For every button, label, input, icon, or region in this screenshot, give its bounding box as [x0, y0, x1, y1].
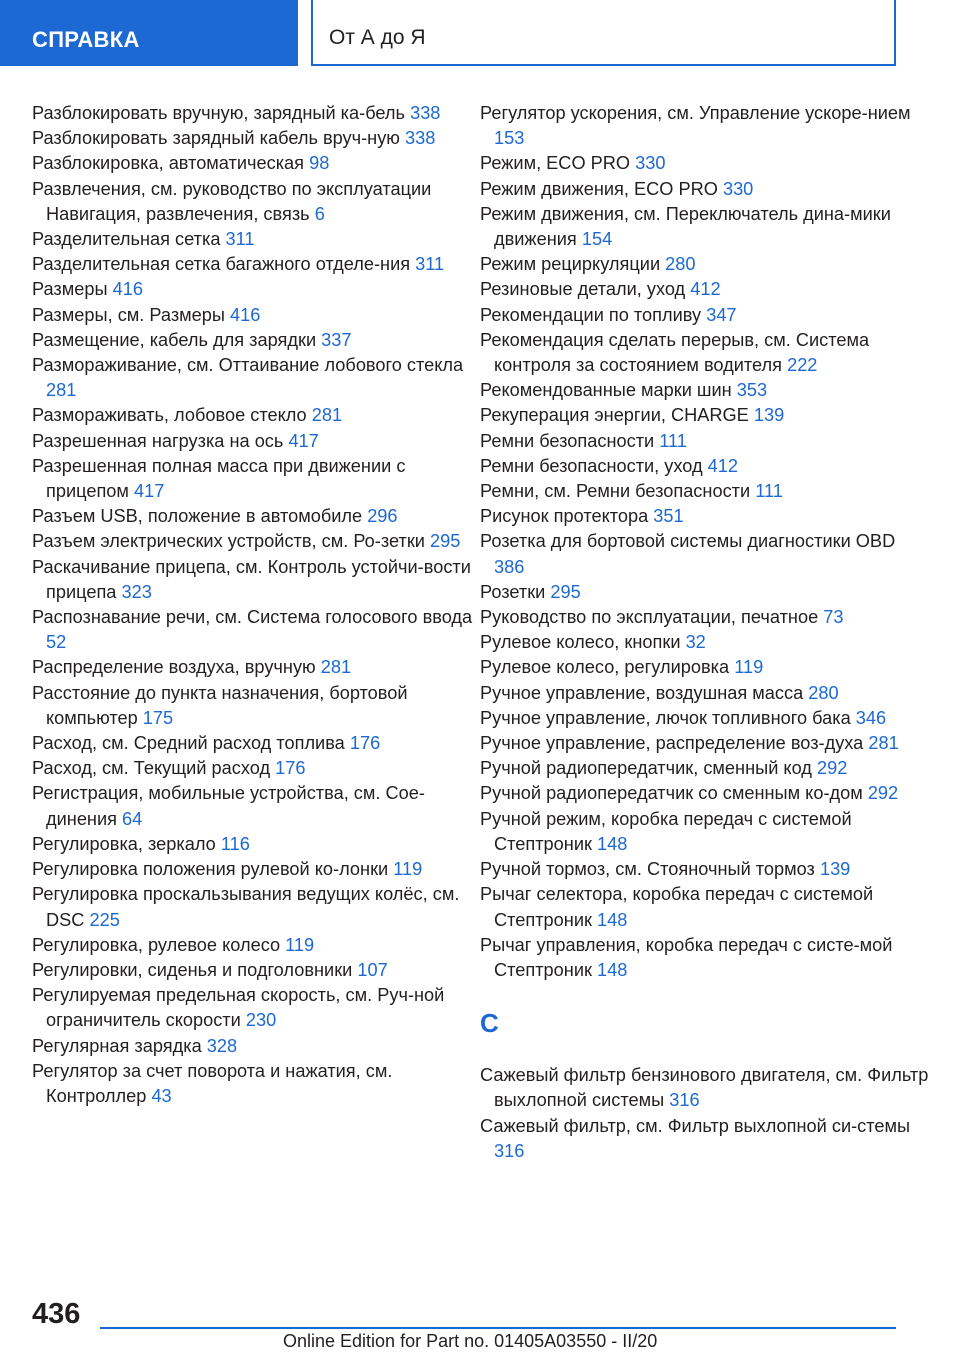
index-entry: [32, 454, 482, 504]
page-link[interactable]: 148: [597, 833, 628, 854]
page-link[interactable]: 98: [309, 153, 330, 174]
page-link[interactable]: 280: [665, 254, 696, 275]
index-entry-text: Размеры: [32, 279, 108, 300]
index-entry: [480, 504, 930, 529]
page-link[interactable]: 111: [659, 430, 687, 451]
index-entry: [32, 756, 482, 781]
index-entry: [480, 807, 930, 857]
page-link[interactable]: 351: [653, 506, 684, 527]
page-link[interactable]: 353: [736, 380, 768, 401]
index-entry: [32, 151, 482, 176]
index-entry: [32, 832, 482, 857]
page-link[interactable]: 416: [230, 304, 261, 325]
index-entry-text: Регулировка проскальзывания ведущих колёс, см. DSC: [32, 884, 460, 930]
index-entry-text: Режим движения, см. Переключатель дина-мики движения: [480, 203, 891, 250]
index-entry-text: Разделительная сетка: [32, 229, 221, 250]
header: [0, 0, 960, 66]
index-entry-text: Регистрация, мобильные устройства, см. Сое-динения: [32, 783, 425, 829]
index-entry-text: Сажевый фильтр бензинового двигателя, см. Фильтр выхлопной системы: [480, 1065, 929, 1111]
index-entry-text: Рулевое колесо, регулировка: [480, 657, 730, 678]
index-entry-text: Ручное управление, воздушная масса: [480, 682, 804, 703]
page-link[interactable]: 222: [787, 355, 818, 376]
page-link[interactable]: 148: [597, 909, 628, 930]
index-entry-text: Регулятор ускорения, см. Управление ускоре-нием: [480, 103, 911, 123]
page-link[interactable]: 6: [314, 203, 325, 224]
index-entry-text: Размещение, кабель для зарядки: [32, 329, 317, 350]
page-link[interactable]: 417: [288, 430, 319, 451]
index-entry-text: Ручной тормоз, см. Стояночный тормоз: [480, 859, 815, 880]
index-entry: [32, 328, 482, 353]
page-link[interactable]: 281: [46, 380, 77, 401]
page-link[interactable]: 73: [823, 607, 844, 628]
index-entry-text: Разблокировать зарядный кабель вруч-ную: [32, 128, 400, 149]
index-entry-text: Режим рециркуляции: [480, 254, 661, 275]
index-entry-text: Расстояние до пункта назначения, бортовой компьютер: [32, 682, 408, 728]
index-entry: [32, 1034, 482, 1059]
page-link[interactable]: 111: [755, 481, 783, 502]
index-entry-text: Ручное управление, лючок топливного бака: [480, 707, 851, 728]
index-entry: [480, 479, 930, 504]
index-entry-text: Регулятор за счет поворота и нажатия, см. Контроллер: [32, 1060, 393, 1106]
index-entry-text: Развлечения, см. руководство по эксплуатации Навигация, развлечения, связь: [32, 178, 432, 224]
index-entry-text: Расход, см. Текущий расход: [32, 758, 271, 779]
index-entry: [480, 277, 930, 302]
page-link[interactable]: 311: [415, 254, 445, 275]
index-entry: [32, 555, 482, 605]
index-list-right: [480, 101, 930, 983]
index-entry-text: Ремни безопасности, уход: [480, 455, 703, 476]
tab-a-to-z[interactable]: От А до Я: [311, 0, 896, 66]
page-link[interactable]: 139: [753, 405, 785, 426]
page-link[interactable]: 417: [133, 481, 165, 502]
index-entry: [480, 756, 930, 781]
index-entry-text: Разъем электрических устройств, см. Ро-зетки: [32, 531, 425, 552]
page-link[interactable]: 337: [321, 329, 352, 350]
index-entry: [480, 781, 930, 806]
index-entry-text: Розетка для бортовой системы диагностики OBD: [480, 531, 896, 552]
index-entry: [32, 731, 482, 756]
edition-text: Online Edition for Part no. 01405A03550 - II/20: [283, 1331, 658, 1351]
index-entry: [32, 857, 482, 882]
index-entry: [480, 177, 930, 202]
page-link[interactable]: 43: [151, 1085, 172, 1106]
index-entry-text: Сажевый фильтр, см. Фильтр выхлопной си-стемы: [480, 1115, 911, 1136]
page-link[interactable]: 330: [722, 178, 754, 199]
index-entry-text: Рулевое колесо, кнопки: [480, 632, 681, 653]
index-entry: [480, 454, 930, 479]
page-link[interactable]: 64: [122, 808, 143, 829]
index-entry: [480, 933, 930, 983]
index-entry-text: Размораживание, см. Оттаивание лобового стекла: [32, 355, 464, 376]
index-entry-text: Раскачивание прицепа, см. Контроль устойчи-вости прицепа: [32, 556, 471, 602]
page-link[interactable]: 416: [112, 279, 144, 300]
index-entry-text: Рекомендация сделать перерыв, см. Система контроля за состоянием водителя: [480, 329, 870, 376]
index-entry-text: Рычаг селектора, коробка передач с системой Стептроник: [480, 884, 874, 930]
index-entry-text: Розетки: [480, 581, 546, 602]
index-entry: [480, 101, 930, 151]
index-entry: [32, 177, 482, 227]
index-entry-text: Регулировки, сиденья и подголовники: [32, 959, 353, 980]
index-entry-text: Регулировка положения рулевой ко-лонки: [32, 859, 389, 880]
page-link[interactable]: 338: [410, 103, 441, 123]
page-link[interactable]: 311: [225, 229, 255, 250]
index-entry: [32, 933, 482, 958]
index-entry: [480, 328, 930, 378]
index-entry-text: Регулярная зарядка: [32, 1035, 202, 1056]
index-entry-text: Расход, см. Средний расход топлива: [32, 733, 345, 754]
index-entry-text: Рекуперация энергии, CHARGE: [480, 405, 749, 426]
page-link[interactable]: 176: [275, 758, 306, 779]
index-entry: [480, 378, 930, 403]
page-link[interactable]: 225: [89, 909, 120, 930]
index-entry-text: Ремни, см. Ремни безопасности: [480, 481, 751, 502]
page-link[interactable]: 292: [816, 758, 848, 779]
page-link[interactable]: 295: [430, 531, 461, 552]
index-entry-text: Разблокировка, автоматическая: [32, 153, 305, 174]
index-entry: [32, 101, 482, 126]
index-entry: [32, 983, 482, 1033]
index-entry: [480, 857, 930, 882]
index-entry: [480, 303, 930, 328]
index-entry: [480, 655, 930, 680]
index-entry-text: Распознавание речи, см. Система голосового ввода: [32, 607, 473, 628]
page-link[interactable]: 330: [635, 153, 666, 174]
page-number: 436: [32, 1298, 81, 1330]
index-entry-text: Режим, ECO PRO: [480, 153, 631, 174]
page-link[interactable]: 281: [320, 657, 352, 678]
page-link[interactable]: 139: [819, 859, 851, 880]
page-link[interactable]: 292: [867, 783, 899, 804]
index-entry-text: Ручной радиопередатчик со сменным ко-дом: [480, 783, 863, 804]
index-entry-text: Рекомендации по топливу: [480, 304, 702, 325]
index-entry-text: Регулируемая предельная скорость, см. Руч-ной ограничитель скорости: [32, 985, 445, 1031]
index-entry: [480, 605, 930, 630]
index-entry-text: Резиновые детали, уход: [480, 279, 686, 300]
page-link[interactable]: 119: [734, 657, 764, 678]
index-entry: [480, 630, 930, 655]
page-link[interactable]: 32: [685, 632, 706, 653]
index-entry: [480, 706, 930, 731]
index-entry: [480, 403, 930, 428]
index-list-s: [480, 1063, 930, 1164]
index-entry: [32, 403, 482, 428]
index-entry: [32, 605, 482, 655]
index-entry: [32, 1059, 482, 1109]
index-entry: [480, 882, 930, 932]
page-link[interactable]: 412: [690, 279, 721, 300]
index-entry-text: Распределение воздуха, вручную: [32, 657, 316, 678]
index-entry: [480, 202, 930, 252]
page-link[interactable]: 412: [707, 455, 739, 476]
page-link[interactable]: 176: [349, 733, 381, 754]
index-entry-text: Руководство по эксплуатации, печатное: [480, 607, 819, 628]
page-link[interactable]: 119: [393, 859, 423, 880]
page-link[interactable]: 295: [550, 581, 581, 602]
page-link[interactable]: 328: [206, 1035, 238, 1056]
index-entry-text: Рисунок протектора: [480, 506, 649, 527]
page-link[interactable]: 154: [581, 229, 613, 250]
page-link[interactable]: 281: [311, 405, 343, 426]
index-entry: [480, 529, 930, 579]
page-link[interactable]: 386: [494, 556, 525, 577]
index-entry: [480, 1063, 930, 1113]
index-entry-text: Регулировка, зеркало: [32, 833, 216, 854]
index-entry-text: Разрешенная полная масса при движении с прицепом: [32, 455, 406, 502]
index-entry: [32, 126, 482, 151]
index-entry: [32, 252, 482, 277]
index-entry-text: Рычаг управления, коробка передач с систе-мой Стептроник: [480, 934, 893, 980]
index-entry: [480, 731, 930, 756]
index-entry-text: Ручное управление, распределение воз-духа: [480, 733, 864, 754]
index-entry: [480, 429, 930, 454]
page-link[interactable]: 347: [706, 304, 737, 325]
page-link[interactable]: 116: [220, 833, 250, 854]
index-entry-text: Ручной режим, коробка передач с системой Стептроник: [480, 808, 852, 854]
index-entry: [32, 681, 482, 731]
index-entry-text: Регулировка, рулевое колесо: [32, 934, 281, 955]
index-column-left: [32, 101, 482, 1109]
page-link[interactable]: 281: [868, 733, 899, 754]
index-column-right: [480, 101, 930, 1164]
index-entry-text: Разблокировать вручную, зарядный ка-бель: [32, 103, 406, 123]
index-entry-text: Ремни безопасности: [480, 430, 655, 451]
page-link[interactable]: 148: [597, 959, 628, 980]
page-link[interactable]: 52: [46, 632, 67, 653]
index-entry-text: Размеры, см. Размеры: [32, 304, 225, 325]
page-link[interactable]: 230: [245, 1010, 277, 1031]
index-entry: [32, 781, 482, 831]
page-link[interactable]: 107: [357, 959, 388, 980]
page-link[interactable]: 153: [494, 128, 525, 149]
index-entry-text: Ручной радиопередатчик, сменный код: [480, 758, 812, 779]
index-entry: [32, 353, 482, 403]
index-entry: [480, 681, 930, 706]
index-entry: [32, 303, 482, 328]
index-entry-text: Разъем USB, положение в автомобиле: [32, 506, 363, 527]
page-link[interactable]: 346: [855, 707, 887, 728]
index-entry: [480, 252, 930, 277]
tab-reference[interactable]: СПРАВКА: [0, 0, 298, 66]
index-entry: [32, 529, 482, 554]
index-entry: [32, 227, 482, 252]
index-entry-text: Режим движения, ECO PRO: [480, 178, 718, 199]
page-link[interactable]: 323: [121, 581, 152, 602]
index-entry: [32, 429, 482, 454]
page-link[interactable]: 175: [142, 707, 174, 728]
index-entry-text: Разделительная сетка багажного отделе-ния: [32, 254, 411, 275]
page-link[interactable]: 280: [808, 682, 839, 703]
index-entry-text: Рекомендованные марки шин: [480, 380, 732, 401]
page-link[interactable]: 316: [494, 1140, 525, 1161]
page-link[interactable]: 316: [669, 1090, 700, 1111]
section-letter: С: [480, 1008, 499, 1039]
index-entry: [480, 580, 930, 605]
index-list-left: [32, 101, 482, 1109]
index-entry: [480, 1114, 930, 1164]
index-entry: [32, 277, 482, 302]
index-entry-text: Разрешенная нагрузка на ось: [32, 430, 284, 451]
index-entry: [32, 655, 482, 680]
page-link[interactable]: 338: [405, 128, 436, 149]
index-entry: [32, 882, 482, 932]
footer-divider: [100, 1327, 896, 1329]
page-link[interactable]: 296: [367, 506, 398, 527]
page-link[interactable]: 119: [285, 934, 315, 955]
index-entry: [480, 151, 930, 176]
index-entry: [32, 504, 482, 529]
index-entry-text: Размораживать, лобовое стекло: [32, 405, 307, 426]
index-entry: [32, 958, 482, 983]
